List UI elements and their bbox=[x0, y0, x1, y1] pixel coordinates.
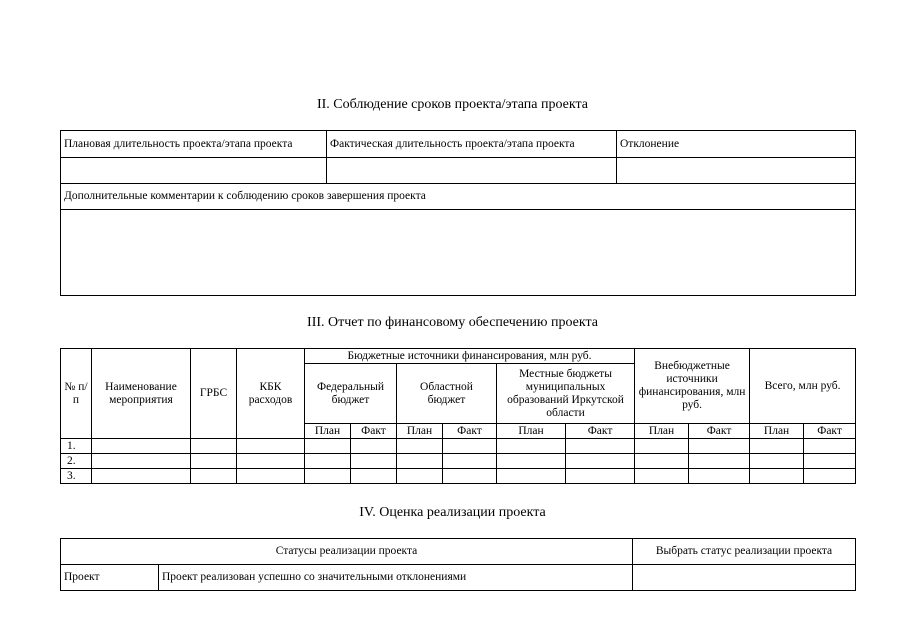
table-cell[interactable] bbox=[497, 454, 566, 469]
table-cell[interactable] bbox=[566, 469, 635, 484]
table-cell[interactable] bbox=[750, 454, 804, 469]
timing-table bbox=[60, 130, 856, 296]
table-cell[interactable] bbox=[443, 469, 497, 484]
plan-header: План bbox=[750, 424, 804, 439]
table-cell[interactable] bbox=[397, 439, 443, 454]
section-3-title: III. Отчет по финансовому обеспечению проекта bbox=[307, 315, 598, 330]
table-cell[interactable] bbox=[237, 439, 305, 454]
table-cell[interactable] bbox=[689, 469, 750, 484]
table-row bbox=[61, 439, 856, 454]
table-cell[interactable] bbox=[351, 454, 397, 469]
regional-header: Областной бюджет bbox=[397, 364, 497, 424]
col-name-header: Наименование мероприятия bbox=[92, 349, 191, 439]
fact-header: Факт bbox=[689, 424, 750, 439]
comments-field[interactable] bbox=[61, 210, 856, 296]
status-table bbox=[60, 538, 856, 591]
plan-header: План bbox=[635, 424, 689, 439]
table-cell[interactable] bbox=[566, 439, 635, 454]
table-cell[interactable] bbox=[497, 439, 566, 454]
table-cell[interactable] bbox=[443, 454, 497, 469]
table-cell[interactable] bbox=[92, 439, 191, 454]
finance-table bbox=[60, 348, 856, 484]
local-header: Местные бюджеты муниципальных образований Иркутской области bbox=[497, 364, 635, 424]
table-cell[interactable] bbox=[397, 454, 443, 469]
planned-duration-cell[interactable] bbox=[61, 158, 327, 184]
table-cell[interactable] bbox=[305, 454, 351, 469]
budget-group-header: Бюджетные источники финансирования, млн руб. bbox=[305, 349, 635, 364]
actual-duration-header: Фактическая длительность проекта/этапа проекта bbox=[327, 131, 617, 158]
table-cell[interactable] bbox=[237, 454, 305, 469]
project-label: Проект bbox=[61, 565, 159, 591]
select-status-header: Выбрать статус реализации проекта bbox=[633, 539, 856, 565]
col-kbk-header: КБК расходов bbox=[237, 349, 305, 439]
comments-label: Дополнительные комментарии к соблюдению сроков завершения проекта bbox=[61, 184, 856, 210]
plan-header: План bbox=[397, 424, 443, 439]
table-cell[interactable] bbox=[804, 469, 856, 484]
table-cell[interactable] bbox=[351, 469, 397, 484]
table-cell[interactable] bbox=[750, 469, 804, 484]
statuses-header: Статусы реализации проекта bbox=[61, 539, 633, 565]
deviation-header: Отклонение bbox=[617, 131, 856, 158]
table-cell[interactable] bbox=[804, 439, 856, 454]
table-cell[interactable] bbox=[397, 469, 443, 484]
table-cell[interactable] bbox=[635, 439, 689, 454]
status-select-cell[interactable] bbox=[633, 565, 856, 591]
planned-duration-header: Плановая длительность проекта/этапа проекта bbox=[61, 131, 327, 158]
row-number: 1. bbox=[61, 439, 92, 454]
table-cell[interactable] bbox=[443, 439, 497, 454]
table-cell[interactable] bbox=[566, 454, 635, 469]
table-cell[interactable] bbox=[635, 454, 689, 469]
table-cell[interactable] bbox=[305, 439, 351, 454]
fact-header: Факт bbox=[443, 424, 497, 439]
col-grbs-header: ГРБС bbox=[191, 349, 237, 439]
fact-header: Факт bbox=[566, 424, 635, 439]
project-status-text: Проект реализован успешно со значительными отклонениями bbox=[159, 565, 633, 591]
federal-header: Федеральный бюджет bbox=[305, 364, 397, 424]
table-cell[interactable] bbox=[191, 454, 237, 469]
table-cell[interactable] bbox=[351, 439, 397, 454]
table-cell[interactable] bbox=[237, 469, 305, 484]
table-cell[interactable] bbox=[92, 469, 191, 484]
table-cell[interactable] bbox=[689, 439, 750, 454]
table-row bbox=[61, 454, 856, 469]
table-cell[interactable] bbox=[191, 469, 237, 484]
extrabudget-header: Внебюджетные источники финансирования, млн руб. bbox=[635, 349, 750, 424]
table-row bbox=[61, 469, 856, 484]
section-4-title: IV. Оценка реализации проекта bbox=[359, 505, 546, 520]
table-cell[interactable] bbox=[804, 454, 856, 469]
fact-header: Факт bbox=[351, 424, 397, 439]
table-cell[interactable] bbox=[635, 469, 689, 484]
table-cell[interactable] bbox=[750, 439, 804, 454]
table-cell[interactable] bbox=[497, 469, 566, 484]
table-cell[interactable] bbox=[689, 454, 750, 469]
row-number: 3. bbox=[61, 469, 92, 484]
actual-duration-cell[interactable] bbox=[327, 158, 617, 184]
plan-header: План bbox=[305, 424, 351, 439]
col-num-header: № п/п bbox=[61, 349, 92, 439]
row-number: 2. bbox=[61, 454, 92, 469]
deviation-cell[interactable] bbox=[617, 158, 856, 184]
plan-header: План bbox=[497, 424, 566, 439]
fact-header: Факт bbox=[804, 424, 856, 439]
section-2-title: II. Соблюдение сроков проекта/этапа проекта bbox=[316, 97, 589, 112]
table-cell[interactable] bbox=[92, 454, 191, 469]
table-cell[interactable] bbox=[305, 469, 351, 484]
total-header: Всего, млн руб. bbox=[750, 349, 856, 424]
table-cell[interactable] bbox=[191, 439, 237, 454]
